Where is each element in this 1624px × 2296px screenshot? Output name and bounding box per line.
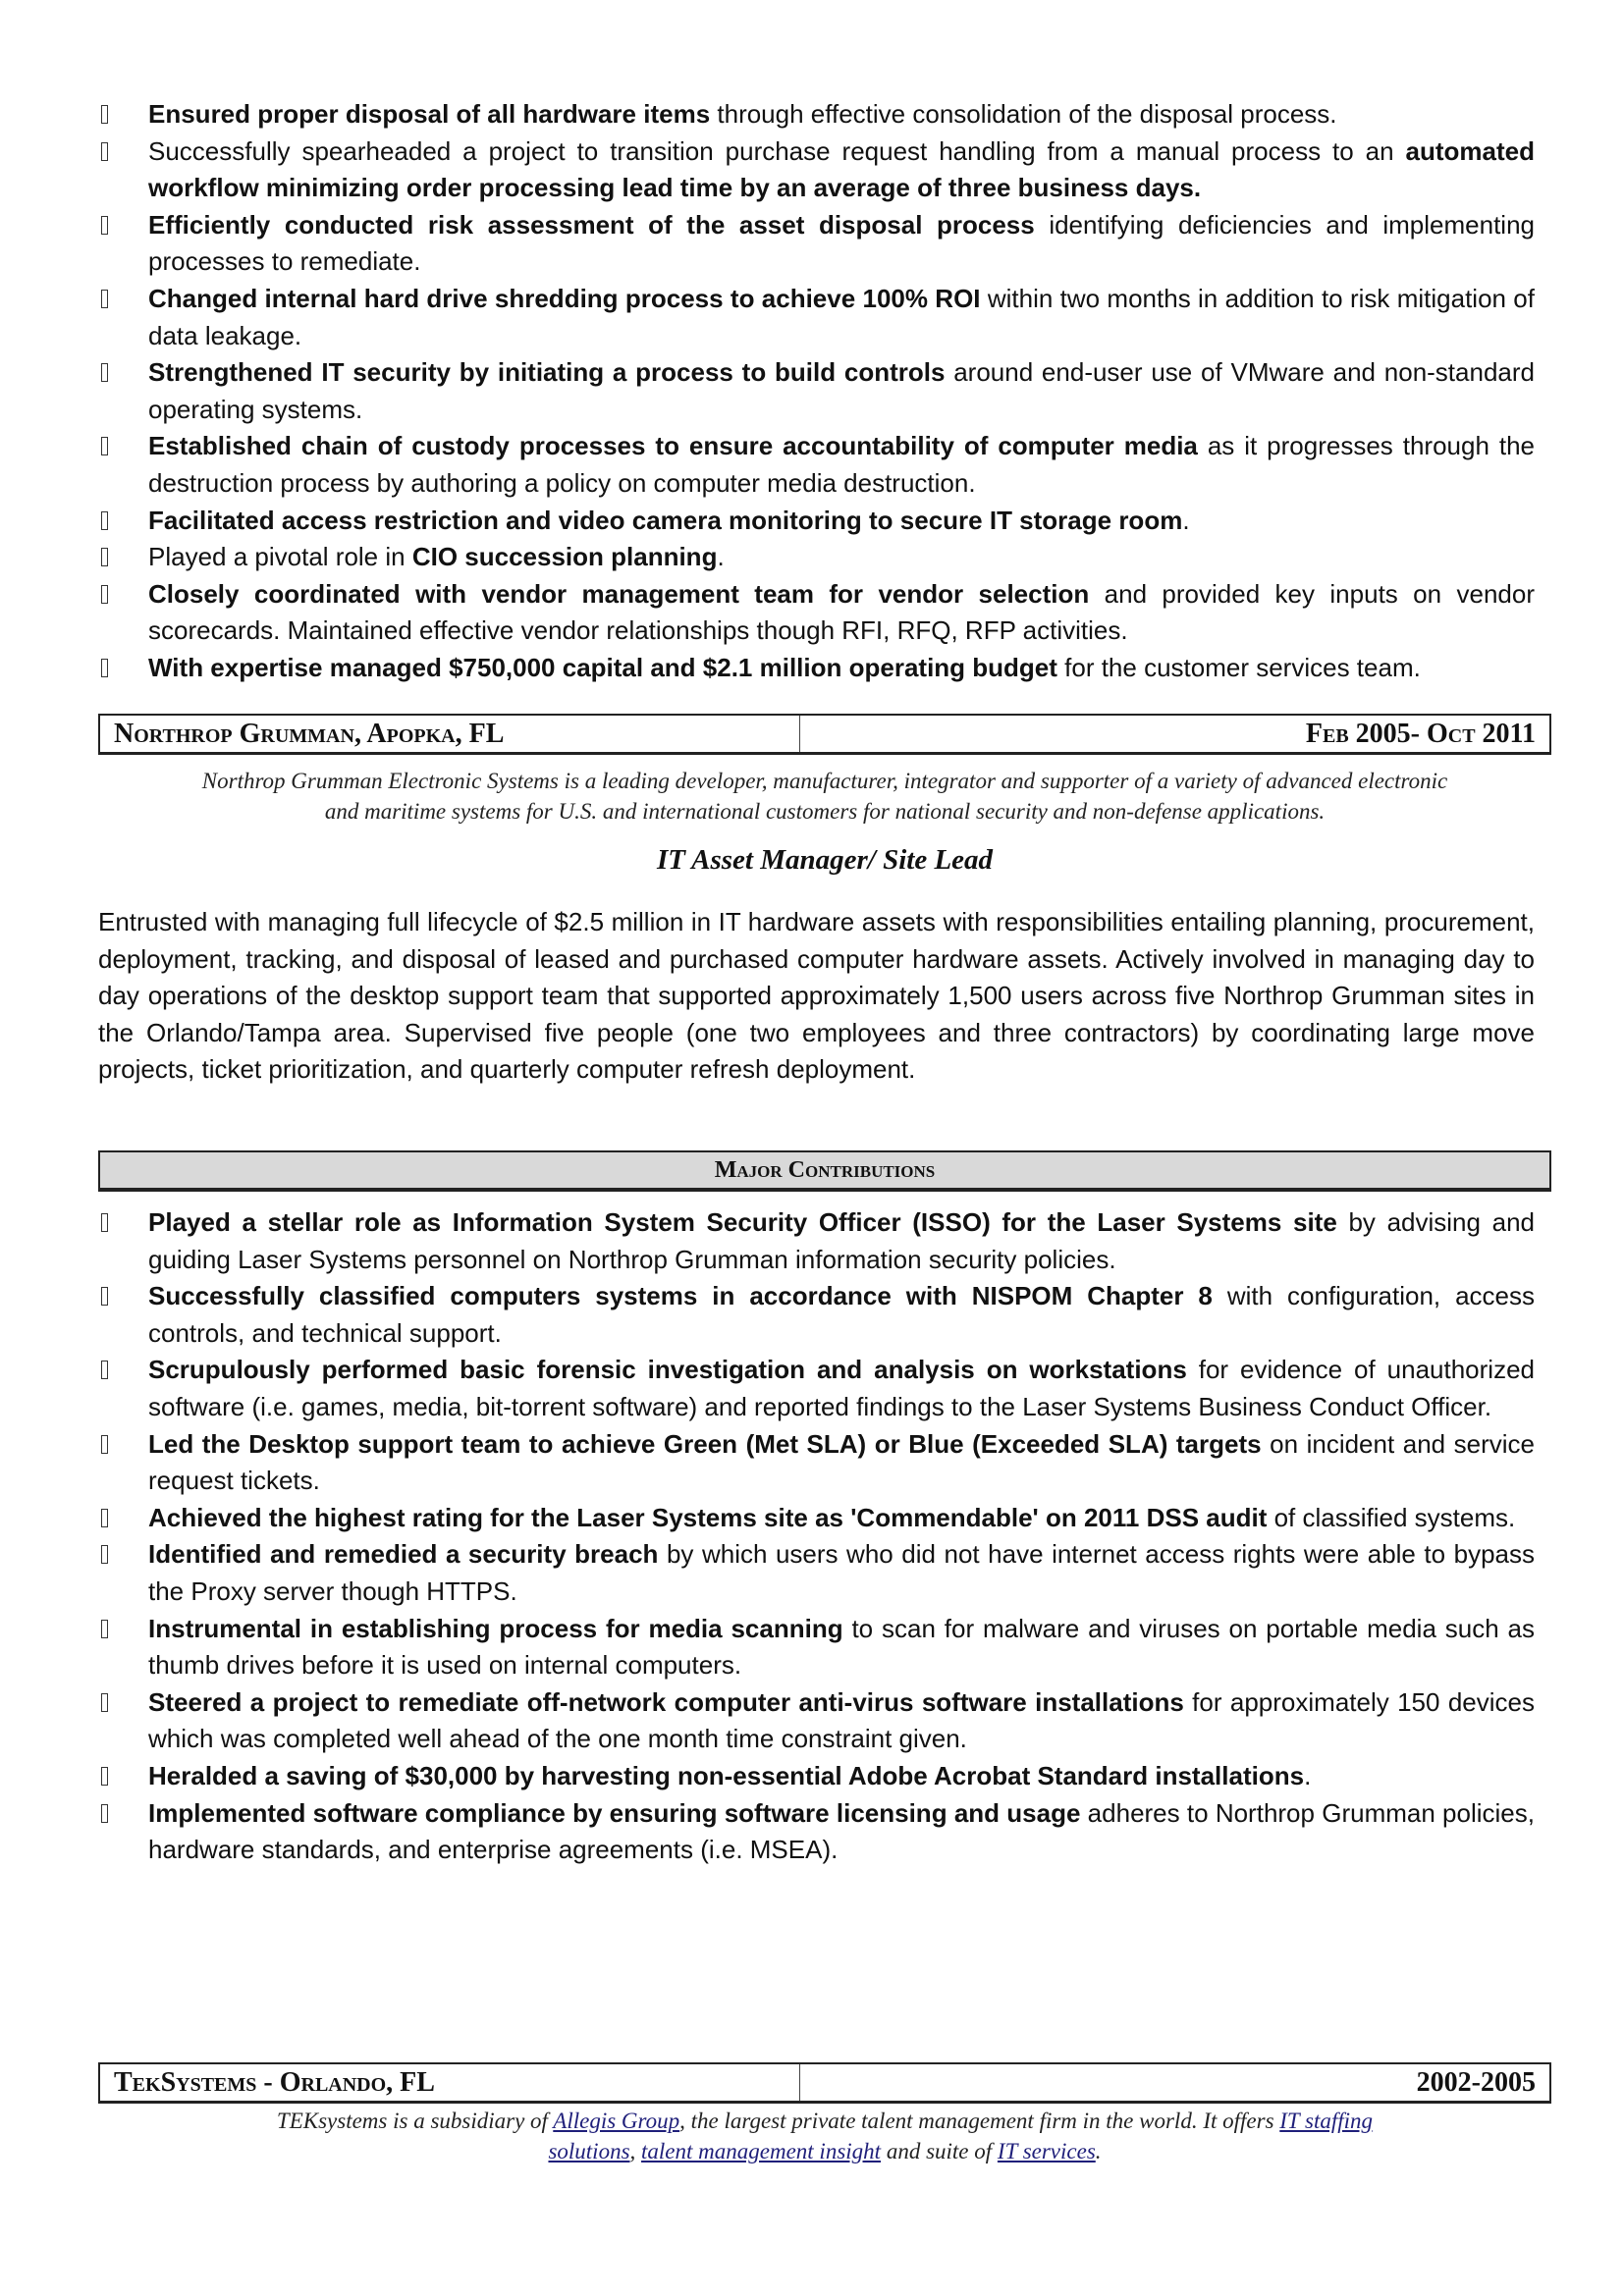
bullet-icon — [101, 1213, 108, 1232]
list-item: Ensured proper disposal of all hardware items through effective consolidation of the disposal process. — [98, 96, 1535, 133]
bullet-icon — [101, 216, 108, 235]
employer-name: TekSystems - Orlando, FL — [100, 2064, 800, 2101]
list-item: Played a stellar role as Information System Security Officer (ISSO) for the Laser Systems site by advising and guiding Laser Systems personnel on Northrop Grumman information security policies. — [98, 1204, 1535, 1278]
bullet-icon — [101, 1693, 108, 1712]
employment-dates: 2002-2005 — [1416, 2066, 1536, 2098]
link-it-staffing-solutions[interactable]: IT staffing solutions — [548, 2109, 1374, 2163]
employment-dates: Feb 2005- Oct 2011 — [1305, 718, 1536, 749]
list-item: Changed internal hard drive shredding process to achieve 100% ROI within two months in addition to risk mitigation of data leakage. — [98, 281, 1535, 354]
list-item: Strengthened IT security by initiating a process to build controls around end-user use of VMware and non-standard operating systems. — [98, 354, 1535, 428]
bullet-icon — [101, 290, 108, 308]
bullet-icon — [101, 1620, 108, 1638]
bullet-icon — [101, 1287, 108, 1306]
employer-name: Northrop Grumman, Apopka, FL — [100, 716, 800, 752]
bullet-icon — [101, 1435, 108, 1454]
employer-description: TEKsystems is a subsidiary of Allegis Group, the largest private talent management firm in the world. It offers IT staffing solutions, talent management insight and suite of IT services. — [276, 2109, 1374, 2163]
list-item: Identified and remedied a security breach by which users who did not have internet access rights were able to bypass the Proxy server though HTTPS. — [98, 1536, 1535, 1610]
bullet-icon — [101, 585, 108, 604]
bullet-icon — [101, 105, 108, 124]
list-item: Steered a project to remediate off-network computer anti-virus software installations for approximately 150 devices which was completed well ahead of the one month time constraint given. — [98, 1684, 1535, 1758]
list-item: Established chain of custody processes to ensure accountability of computer media as it progresses through the destruction process by authoring a policy on computer media destruction. — [98, 428, 1535, 502]
bullet-icon — [101, 511, 108, 530]
list-item: Efficiently conducted risk assessment of the asset disposal process identifying deficiencies and implementing processes to remediate. — [98, 207, 1535, 281]
list-item: Played a pivotal role in CIO succession planning. — [98, 539, 1535, 576]
employer-header-teksystems — [98, 2062, 1551, 2104]
bullet-icon — [101, 1804, 108, 1823]
previous-role-bullets — [98, 96, 1535, 687]
bullet-icon — [101, 1361, 108, 1379]
bullet-icon — [101, 1545, 108, 1564]
employer-description: Northrop Grumman Electronic Systems is a leading developer, manufacturer, integrator and supporter of a variety of advanced electronic and maritime systems for U.S. and international customers for national security and non-defense applications. — [201, 769, 1448, 824]
list-item: Successfully classified computers systems in accordance with NISPOM Chapter 8 with configuration, access controls, and technical support. — [98, 1278, 1535, 1352]
link-it-services[interactable]: IT services — [997, 2139, 1096, 2163]
list-item: Instrumental in establishing process for media scanning to scan for malware and viruses on portable media such as thumb drives before it is used on internal computers. — [98, 1611, 1535, 1684]
bullet-icon — [101, 548, 108, 566]
role-summary: Entrusted with managing full lifecycle of $2.5 million in IT hardware assets with responsibilities entailing planning, procurement, deployment, tracking, and disposal of leased and purchased computer hardware assets. Actively involved in managing day to day operations of the desktop support team that supported approximately 1,500 users across five Northrop Grumman sites in the Orlando/Tampa area. Supervised five people (one two employees and three contractors) by coordinating large move projects, ticket prioritization, and quarterly computer refresh deployment. — [98, 907, 1535, 1085]
link-allegis-group[interactable]: Allegis Group — [553, 2109, 680, 2133]
bullet-icon — [101, 1767, 108, 1786]
bullet-icon — [101, 142, 108, 161]
list-item: Closely coordinated with vendor management team for vendor selection and provided key inputs on vendor scorecards. Maintained effective vendor relationships though RFI, RFQ, RFP activities. — [98, 576, 1535, 650]
list-item: Scrupulously performed basic forensic investigation and analysis on workstations for evidence of unauthorized software (i.e. games, media, bit-torrent software) and reported findings to the Laser Systems Business Conduct Officer. — [98, 1352, 1535, 1425]
list-item: Heralded a saving of $30,000 by harvesting non-essential Adobe Acrobat Standard installations. — [98, 1758, 1535, 1795]
list-item: Facilitated access restriction and video camera monitoring to secure IT storage room. — [98, 503, 1535, 540]
bullet-icon — [101, 437, 108, 455]
employer-header-northrop — [98, 714, 1551, 755]
list-item: Successfully spearheaded a project to transition purchase request handling from a manual process to an automated workflow minimizing order processing lead time by an average of three business days. — [98, 133, 1535, 207]
bullet-icon — [101, 1509, 108, 1527]
bullet-icon — [101, 659, 108, 677]
link-talent-management-insight[interactable]: talent management insight — [641, 2139, 882, 2163]
section-heading-major-contributions: Major Contributions — [98, 1150, 1551, 1192]
job-title: IT Asset Manager/ Site Lead — [656, 844, 994, 876]
list-item: Implemented software compliance by ensuring software licensing and usage adheres to Northrop Grumman policies, hardware standards, and enterprise agreements (i.e. MSEA). — [98, 1795, 1535, 1869]
major-contributions-list — [98, 1204, 1535, 1869]
list-item: With expertise managed $750,000 capital and $2.1 million operating budget for the customer services team. — [98, 650, 1535, 687]
bullet-icon — [101, 363, 108, 382]
list-item: Achieved the highest rating for the Laser Systems site as 'Commendable' on 2011 DSS audit of classified systems. — [98, 1500, 1535, 1537]
list-item: Led the Desktop support team to achieve Green (Met SLA) or Blue (Exceeded SLA) targets on incident and service request tickets. — [98, 1426, 1535, 1500]
